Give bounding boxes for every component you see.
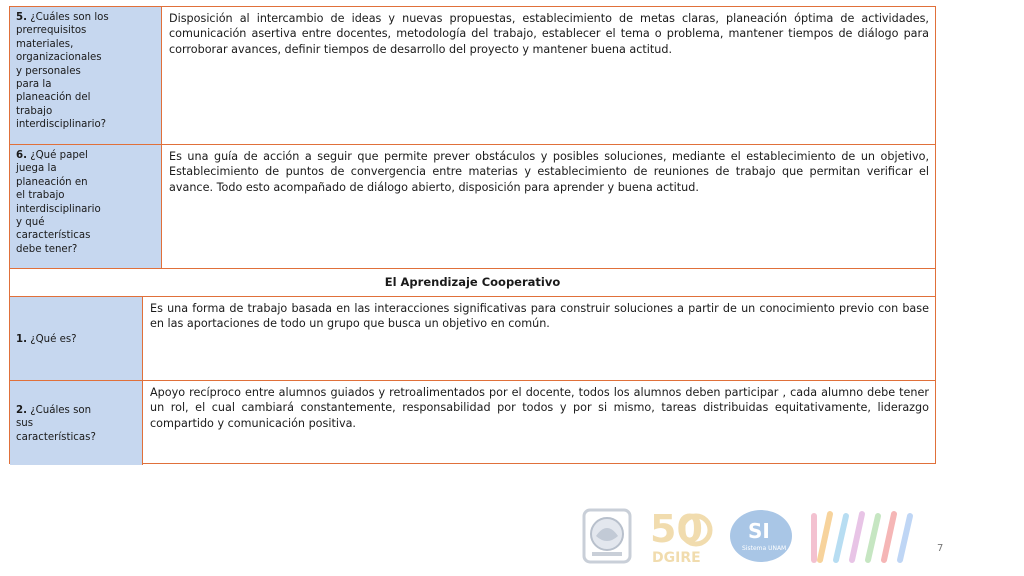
- table-row: [10, 145, 935, 269]
- answer-cell: Apoyo recíproco entre alumnos guiados y retroalimentados por el docente, todos los alumnos deben participar , cada alumno debe tener un rol, el cual cambiará constantemente, responsabilidad por todos y por si mismo, tareas distribuidas equitativamente, liderazgo compartido y comunicación positiva.: [150, 386, 929, 430]
- dgire-50-logo: [646, 504, 718, 566]
- question-text: ¿Cuáles son sus características?: [16, 404, 96, 443]
- question-cell: [10, 297, 143, 380]
- table-row: [10, 297, 935, 381]
- unam-seal-logo: [578, 506, 636, 566]
- question-cell: [10, 381, 143, 465]
- anniversary-number: 50: [650, 507, 703, 551]
- question-number: 2.: [16, 404, 27, 416]
- answer-cell: Es una guía de acción a seguir que permite prever obstáculos y posibles soluciones, mediante el establecimiento de un objetivo, Establecimiento de puntos de convergencia entre materias y establecimiento de reuniones de trabajo que permitan verificar el avance. Todo esto acompañado de diálogo abierto, disposición para aprender y buena actitud.: [169, 150, 929, 194]
- si-unam-logo: [728, 508, 794, 564]
- si-sub-label: Sistema UNAM: [742, 545, 787, 552]
- question-number: 6.: [16, 150, 27, 161]
- si-label: SI: [748, 519, 770, 543]
- question-cell: [10, 145, 162, 268]
- question-cell: [10, 7, 162, 144]
- table-row: [10, 381, 935, 465]
- answer-cell: Disposición al intercambio de ideas y nuevas propuestas, establecimiento de metas claras, planeación óptima de actividades, comunicación asertiva entre docentes, metodología del trabajo, establecer el tema o problema, mantener tiempos de diálogo para corroborar avances, definir tiempos de desarrollo del proyecto y mantener buena actitud.: [169, 12, 929, 56]
- question-text: ¿Qué papel juega la planeación en el trabajo interdisciplinario y qué características debe tener?: [16, 150, 101, 255]
- question-text: ¿Qué es?: [30, 333, 77, 345]
- colorful-waves-logo: [806, 506, 924, 566]
- question-number: 1.: [16, 333, 27, 345]
- questionnaire-table: [9, 6, 936, 464]
- dgire-label: DGIRE: [652, 550, 701, 566]
- section-title: El Aprendizaje Cooperativo: [10, 269, 935, 297]
- question-text: ¿Cuáles son los prerrequisitos materiales, organizacionales y personales para la planeación del trabajo interdisciplinario?: [16, 12, 109, 131]
- footer-logos: [578, 500, 938, 570]
- page-number: 7: [937, 543, 944, 554]
- table-row: [10, 7, 935, 145]
- answer-cell: Es una forma de trabajo basada en las interacciones significativas para construir soluciones a partir de un conocimiento previo con base en las aportaciones de todo un grupo que busca un objetivo en común.: [150, 302, 929, 331]
- question-number: 5.: [16, 12, 27, 23]
